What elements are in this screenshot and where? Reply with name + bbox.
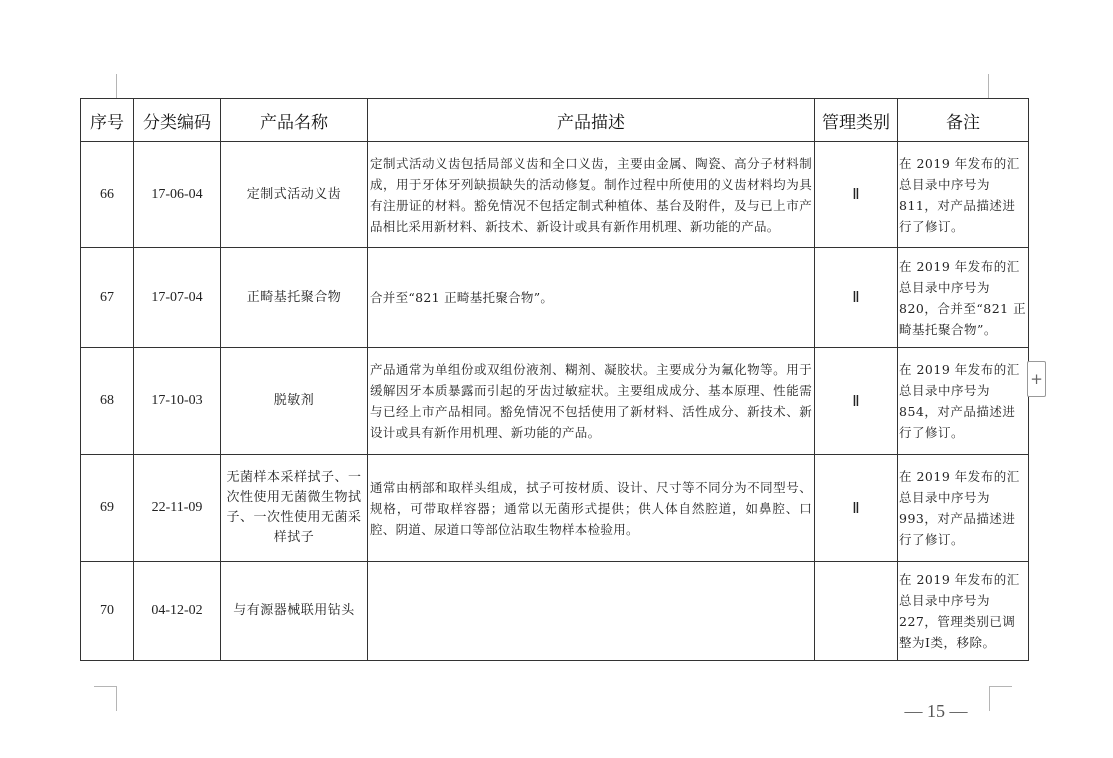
remarks-cell: 在 2019 年发布的汇总目录中序号为 820，合并至“821 正畸基托聚合物”。: [898, 248, 1029, 348]
remarks-cell: 在 2019 年发布的汇总目录中序号为 811，对产品描述进行了修订。: [898, 142, 1029, 248]
product-name-cell: 正畸基托聚合物: [221, 248, 368, 348]
product-description-cell: 通常由柄部和取样头组成，拭子可按材质、设计、尺寸等不同分为不同型号、规格，可带取样容器；通常以无菌形式提供；供人体自然腔道，如鼻腔、口腔、阴道、尿道口等部位沾取生物样本检验用。: [368, 455, 815, 562]
serial-no-cell: 68: [81, 348, 134, 455]
management-class-cell: Ⅱ: [815, 248, 898, 348]
management-class-cell: Ⅱ: [815, 348, 898, 455]
header-management-class: 管理类别: [815, 99, 898, 142]
table-header-row: [81, 99, 1029, 142]
management-class-cell: Ⅱ: [815, 455, 898, 562]
product-name-cell: 脱敏剂: [221, 348, 368, 455]
product-description-cell: 定制式活动义齿包括局部义齿和全口义齿，主要由金属、陶瓷、高分子材料制成，用于牙体牙列缺损缺失的活动修复。制作过程中所使用的义齿材料均为具有注册证的材料。豁免情况不包括定制式种植体、基台及附件，及与已上市产品相比采用新材料、新技术、新设计或具有新作用机理、新功能的产品。: [368, 142, 815, 248]
serial-no-cell: 69: [81, 455, 134, 562]
table-row: [81, 455, 1029, 562]
crop-mark-top-left: [116, 74, 117, 98]
table-row: [81, 142, 1029, 248]
device-catalog-table: [80, 98, 1029, 661]
remarks-cell: 在 2019 年发布的汇总目录中序号为 993，对产品描述进行了修订。: [898, 455, 1029, 562]
product-description-cell: 产品通常为单组份或双组份液剂、糊剂、凝胶状。主要成分为氟化物等。用于缓解因牙本质暴露而引起的牙齿过敏症状。主要组成成分、基本原理、性能需与已经上市产品相同。豁免情况不包括使用了新材料、活性成分、新技术、新设计或具有新作用机理、新功能的产品。: [368, 348, 815, 455]
crop-mark-bottom-right: [989, 686, 1012, 711]
category-code-cell: 17-07-04: [134, 248, 221, 348]
table-row: [81, 348, 1029, 455]
product-name-cell: 与有源器械联用钻头: [221, 562, 368, 661]
category-code-cell: 22-11-09: [134, 455, 221, 562]
header-serial-no: 序号: [81, 99, 134, 142]
serial-no-cell: 66: [81, 142, 134, 248]
table-row: [81, 248, 1029, 348]
header-product-description: 产品描述: [368, 99, 815, 142]
management-class-cell: Ⅱ: [815, 142, 898, 248]
product-name-cell: 无菌样本采样拭子、一次性使用无菌微生物拭子、一次性使用无菌采样拭子: [221, 455, 368, 562]
crop-mark-top-right: [988, 74, 989, 98]
management-class-cell: [815, 562, 898, 661]
serial-no-cell: 70: [81, 562, 134, 661]
remarks-cell: 在 2019 年发布的汇总目录中序号为 227，管理类别已调整为Ⅰ类，移除。: [898, 562, 1029, 661]
table-row: [81, 562, 1029, 661]
header-remarks: 备注: [898, 99, 1029, 142]
category-code-cell: 17-06-04: [134, 142, 221, 248]
serial-no-cell: 67: [81, 248, 134, 348]
category-code-cell: 17-10-03: [134, 348, 221, 455]
crop-mark-bottom-left: [94, 686, 117, 711]
page-number: — 15 —: [904, 701, 968, 721]
header-category-code: 分类编码: [134, 99, 221, 142]
product-name-cell: 定制式活动义齿: [221, 142, 368, 248]
category-code-cell: 04-12-02: [134, 562, 221, 661]
add-row-button[interactable]: +: [1027, 361, 1046, 397]
remarks-cell: 在 2019 年发布的汇总目录中序号为 854，对产品描述进行了修订。: [898, 348, 1029, 455]
product-description-cell: 合并至“821 正畸基托聚合物”。: [368, 248, 815, 348]
header-product-name: 产品名称: [221, 99, 368, 142]
product-description-cell: [368, 562, 815, 661]
